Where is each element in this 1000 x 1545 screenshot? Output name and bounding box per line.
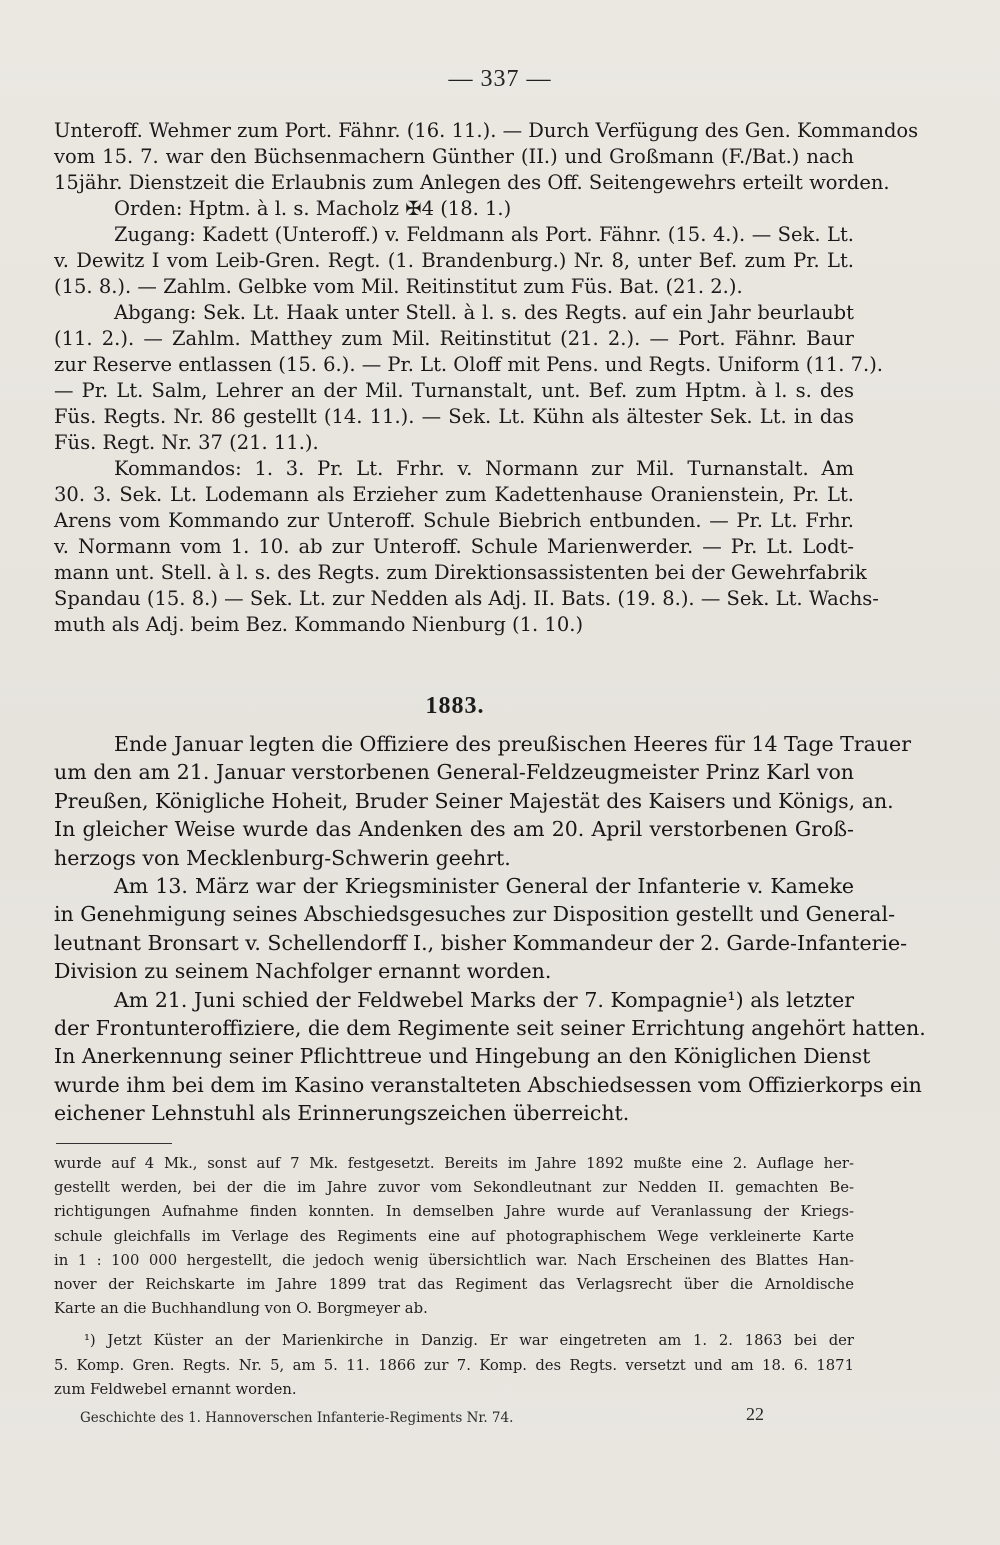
text-line: In gleicher Weise wurde das Andenken des am 20. April verstorbenen Groß- xyxy=(54,817,854,842)
text-line: Ende Januar legten die Offiziere des preußischen Heeres für 14 Tage Trauer xyxy=(114,732,911,756)
text-line: mann unt. Stell. à l. s. des Regts. zum Direktionsassistenten bei der Gewehrfabrik xyxy=(54,561,867,584)
text-line: v. Normann vom 1. 10. ab zur Unteroff. Schule Marienwerder. — Pr. Lt. Lodt- xyxy=(54,535,854,558)
text-line: muth als Adj. beim Bez. Kommando Nienburg (1. 10.) xyxy=(54,613,584,636)
text-line: zur Reserve entlassen (15. 6.). — Pr. Lt. Oloff mit Pens. und Regts. Uniform (11. 7.). xyxy=(54,353,884,376)
text-line: (11. 2.). — Zahlm. Matthey zum Mil. Reitinstitut (21. 2.). — Port. Fähnr. Baur xyxy=(54,327,854,350)
footnote-line: 5. Komp. Gren. Regts. Nr. 5, am 5. 11. 1866 zur 7. Komp. des Regts. versetzt und am 18. 6. 1871 xyxy=(54,1356,854,1374)
text-line: Am 21. Juni schied der Feldwebel Marks der 7. Kompagnie¹) als letzter xyxy=(114,987,854,1012)
text-line: wurde ihm bei dem im Kasino veranstalteten Abschiedsessen vom Offizierkorps ein xyxy=(54,1072,922,1097)
footnote-line: in 1 : 100 000 hergestellt, die jedoch wenig übersichtlich war. Nach Erscheinen des Blattes Han- xyxy=(54,1251,854,1269)
footnote-line: schule gleichfalls im Verlage des Regiments eine auf photographischem Wege verkleinerte Karte xyxy=(54,1227,854,1245)
text-line: 15jähr. Dienstzeit die Erlaubnis zum Anlegen des Off. Seitengewehrs erteilt worden. xyxy=(54,171,890,194)
text-line: Zugang: Kadett (Unteroff.) v. Feldmann als Port. Fähnr. (15. 4.). — Sek. Lt. xyxy=(114,223,854,246)
page-number: — 337 — xyxy=(448,66,552,92)
footnote-line: zum Feldwebel ernannt worden. xyxy=(54,1380,297,1398)
section-1882-continued xyxy=(54,118,919,638)
text-line: (15. 8.). — Zahlm. Gelbke vom Mil. Reitinstitut zum Füs. Bat. (21. 2.). xyxy=(54,275,743,298)
text-line: um den am 21. Januar verstorbenen General-Feldzeugmeister Prinz Karl von xyxy=(54,760,854,785)
text-line: herzogs von Mecklenburg-Schwerin geehrt. xyxy=(54,845,511,870)
text-line: — Pr. Lt. Salm, Lehrer an der Mil. Turnanstalt, unt. Bef. zum Hptm. à l. s. des xyxy=(54,379,854,402)
footnote-divider xyxy=(56,1143,172,1144)
text-line: der Frontunteroffiziere, die dem Regimente seit seiner Errichtung angehört hatten. xyxy=(54,1015,926,1040)
text-line: vom 15. 7. war den Büchsenmachern Günther (II.) und Großmann (F./Bat.) nach xyxy=(54,145,854,168)
text-line: Abgang: Sek. Lt. Haak unter Stell. à l. s. des Regts. auf ein Jahr beurlaubt xyxy=(114,301,854,324)
footnote-line: Karte an die Buchhandlung von O. Borgmeyer ab. xyxy=(54,1300,428,1318)
footnote-line: nover der Reichskarte im Jahre 1899 trat das Regiment das Verlagsrecht über die Arnoldische xyxy=(54,1275,854,1293)
text-line: Unteroff. Wehmer zum Port. Fähnr. (16. 11.). — Durch Verfügung des Gen. Kommandos xyxy=(54,119,919,142)
text-line: Spandau (15. 8.) — Sek. Lt. zur Nedden als Adj. II. Bats. (19. 8.). — Sek. Lt. Wachs- xyxy=(54,587,879,610)
text-line: Füs. Regt. Nr. 37 (21. 11.). xyxy=(54,431,319,454)
text-line: Preußen, Königliche Hoheit, Bruder Seiner Majestät des Kaisers und Königs, an. xyxy=(54,788,894,813)
section-1883 xyxy=(54,730,926,1127)
text-line: Kommandos: 1. 3. Pr. Lt. Frhr. v. Normann zur Mil. Turnanstalt. Am xyxy=(114,457,854,480)
footnote-line: richtigungen Aufnahme finden konnten. In demselben Jahre wurde auf Veranlassung der Kriegs- xyxy=(54,1203,854,1221)
footnote-line: gestellt werden, bei der die im Jahre zuvor vom Sekondleutnant zur Nedden II. gemachten Be- xyxy=(54,1179,854,1197)
signature-line: Geschichte des 1. Hannoverschen Infanterie-Regiments Nr. 74. xyxy=(80,1410,514,1426)
text-line: In Anerkennung seiner Pflichttreue und Hingebung an den Königlichen Dienst xyxy=(54,1044,871,1069)
text-line: Am 13. März war der Kriegsminister General der Infanterie v. Kameke xyxy=(114,873,854,898)
text-line: Füs. Regts. Nr. 86 gestellt (14. 11.). — Sek. Lt. Kühn als ältester Sek. Lt. in das xyxy=(54,405,854,428)
text-line: 30. 3. Sek. Lt. Lodemann als Erzieher zum Kadettenhause Oranienstein, Pr. Lt. xyxy=(54,483,854,506)
footnote-line: wurde auf 4 Mk., sonst auf 7 Mk. festgesetzt. Bereits im Jahre 1892 mußte eine 2. Auflage her- xyxy=(54,1155,854,1172)
year-heading: 1883. xyxy=(425,693,485,719)
text-line: Arens vom Kommando zur Unteroff. Schule Biebrich entbunden. — Pr. Lt. Frhr. xyxy=(54,509,854,532)
footnotes xyxy=(54,1152,854,1402)
footnote-line: ¹) Jetzt Küster an der Marienkirche in Danzig. Er war eingetreten am 1. 2. 1863 bei der xyxy=(84,1332,854,1350)
text-line: in Genehmigung seines Abschiedsgesuches zur Disposition gestellt und General- xyxy=(54,902,895,927)
text-line: Division zu seinem Nachfolger ernannt worden. xyxy=(54,959,552,984)
text-line: leutnant Bronsart v. Schellendorff I., bisher Kommandeur der 2. Garde-Infanterie- xyxy=(54,930,908,955)
text-line: v. Dewitz I vom Leib-Gren. Regt. (1. Brandenburg.) Nr. 8, unter Bef. zum Pr. Lt. xyxy=(54,249,854,272)
text-line: Orden: Hptm. à l. s. Macholz ✠4 (18. 1.) xyxy=(114,197,512,220)
text-line: eichener Lehnstuhl als Erinnerungszeichen überreicht. xyxy=(54,1101,630,1126)
sheet-number: 22 xyxy=(746,1404,764,1424)
